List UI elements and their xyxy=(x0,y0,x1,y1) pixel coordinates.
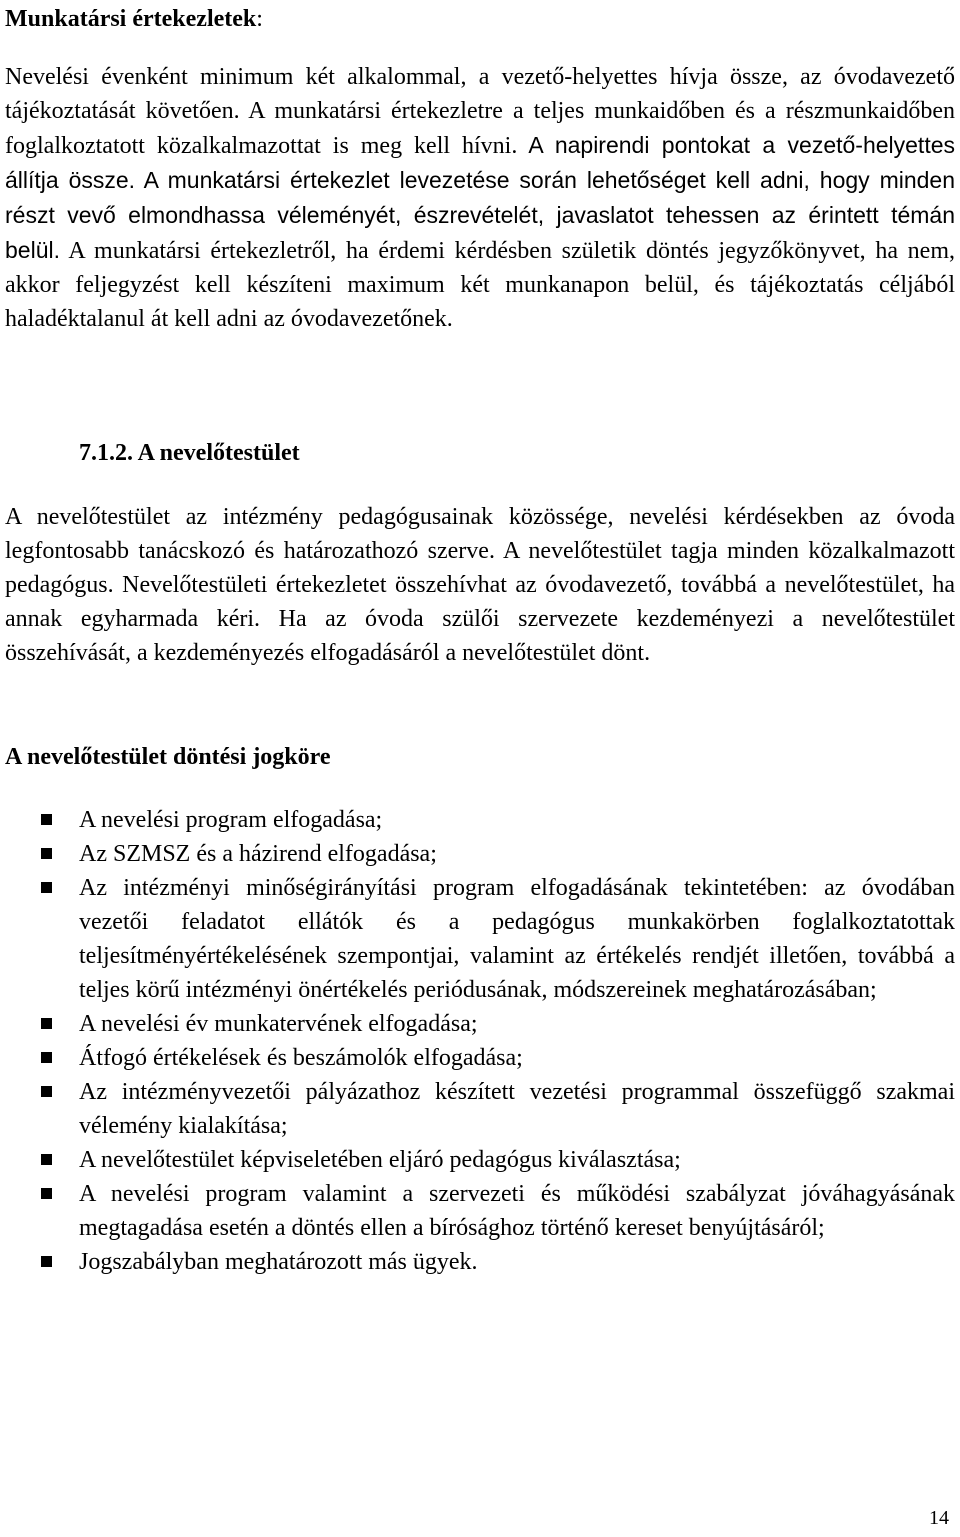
list-item xyxy=(5,871,955,1007)
paragraph-1-part-c: A munkatársi értekezletről, ha érdemi kérdésben születik döntés jegyzőkönyvet, ha nem, akkor feljegyzést kell készíteni maximum két munkanapon belül, és tájékoztatás céljából haladéktalanul át kell adni az óvodavezetőnek. xyxy=(5,238,955,332)
list-item xyxy=(5,1041,955,1075)
list-item xyxy=(5,803,955,837)
list-item-text: Az intézményi minőségirányítási program elfogadásának tekintetében: az óvodában vezetői feladatot ellátók és a pedagógus munkakörben foglalkoztatottak teljesítményértékelésének szempontjai, valamint az értékelés rendjét illetően, továbbá a teljes körű intézményi önértékelés periódusának, módszereinek meghatározásában; xyxy=(79,875,955,1003)
list-item-text: Átfogó értékelések és beszámolók elfogadása; xyxy=(79,1045,523,1071)
list-heading: A nevelőtestület döntési jogköre xyxy=(5,744,331,770)
list-item-text: A nevelési program elfogadása; xyxy=(79,807,383,833)
subheading-teaching-staff: 7.1.2. A nevelőtestület xyxy=(79,440,300,466)
paragraph-teaching-staff: A nevelőtestület az intézmény pedagógusainak közössége, nevelési kérdésekben az óvoda legfontosabb tanácskozó és határozathozó szerve. A nevelőtestület tagja minden közalkalmazott pedagógus. Nevelőtestületi értekezletet összehívhat az óvodavezető, továbbá a nevelőtestület, ha annak egyharmada kéri. Ha az óvoda szülői szervezete kezdeményezi a nevelőtestület összehívását, a kezdeményezés elfogadásáról a nevelőtestület dönt. xyxy=(5,504,955,666)
square-bullet-icon xyxy=(41,1086,52,1097)
list-item-text: Jogszabályban meghatározott más ügyek. xyxy=(79,1249,478,1275)
square-bullet-icon xyxy=(41,848,52,859)
square-bullet-icon xyxy=(41,814,52,825)
section-title-colon: : xyxy=(256,6,263,32)
list-item xyxy=(5,1245,955,1279)
square-bullet-icon xyxy=(41,1256,52,1267)
paragraph-1-part-b: A napirendi pontokat a vezető-helyettes állítja össze. A munkatársi értekezlet levezetése során lehetőséget kell adni, hogy minden részt vevő elmondhassa véleményét, észrevételét, javaslatot tehessen az érintett témán belül. xyxy=(5,132,956,263)
list-item-text: Az SZMSZ és a házirend elfogadása; xyxy=(79,841,437,867)
paragraph-staff-meetings xyxy=(5,60,955,336)
list-item xyxy=(5,1143,955,1177)
square-bullet-icon xyxy=(41,1052,52,1063)
square-bullet-icon xyxy=(41,882,52,893)
paragraph-1-part-a: Nevelési évenként minimum két alkalommal, a vezető-helyettes hívja össze, az óvodavezető tájékoztatását követően. A munkatársi értekezletre a teljes munkaidőben és a részmunkaidőben foglalkoztatott közalkalmazottat is meg kell hívni. xyxy=(5,64,955,159)
section-title-text: Munkatársi értekezletek xyxy=(5,6,257,32)
square-bullet-icon xyxy=(41,1188,52,1199)
list-item xyxy=(5,1007,955,1041)
list-item-text: A nevelőtestület képviseletében eljáró pedagógus kiválasztása; xyxy=(79,1147,681,1173)
list-item-text: A nevelési év munkatervének elfogadása; xyxy=(79,1011,478,1037)
square-bullet-icon xyxy=(41,1154,52,1165)
decision-rights-list xyxy=(5,803,955,1279)
list-item xyxy=(5,837,955,871)
list-item xyxy=(5,1075,955,1143)
list-item xyxy=(5,1177,955,1245)
section-title xyxy=(5,2,263,36)
page-number: 14 xyxy=(929,1507,949,1529)
list-item-text: A nevelési program valamint a szervezeti és működési szabályzat jóváhagyásának megtagadása esetén a döntés ellen a bírósághoz történő kereset benyújtásáról; xyxy=(79,1181,955,1241)
list-item-text: Az intézményvezetői pályázathoz készített vezetési programmal összefüggő szakmai vélemény kialakítása; xyxy=(79,1079,955,1139)
square-bullet-icon xyxy=(41,1018,52,1029)
